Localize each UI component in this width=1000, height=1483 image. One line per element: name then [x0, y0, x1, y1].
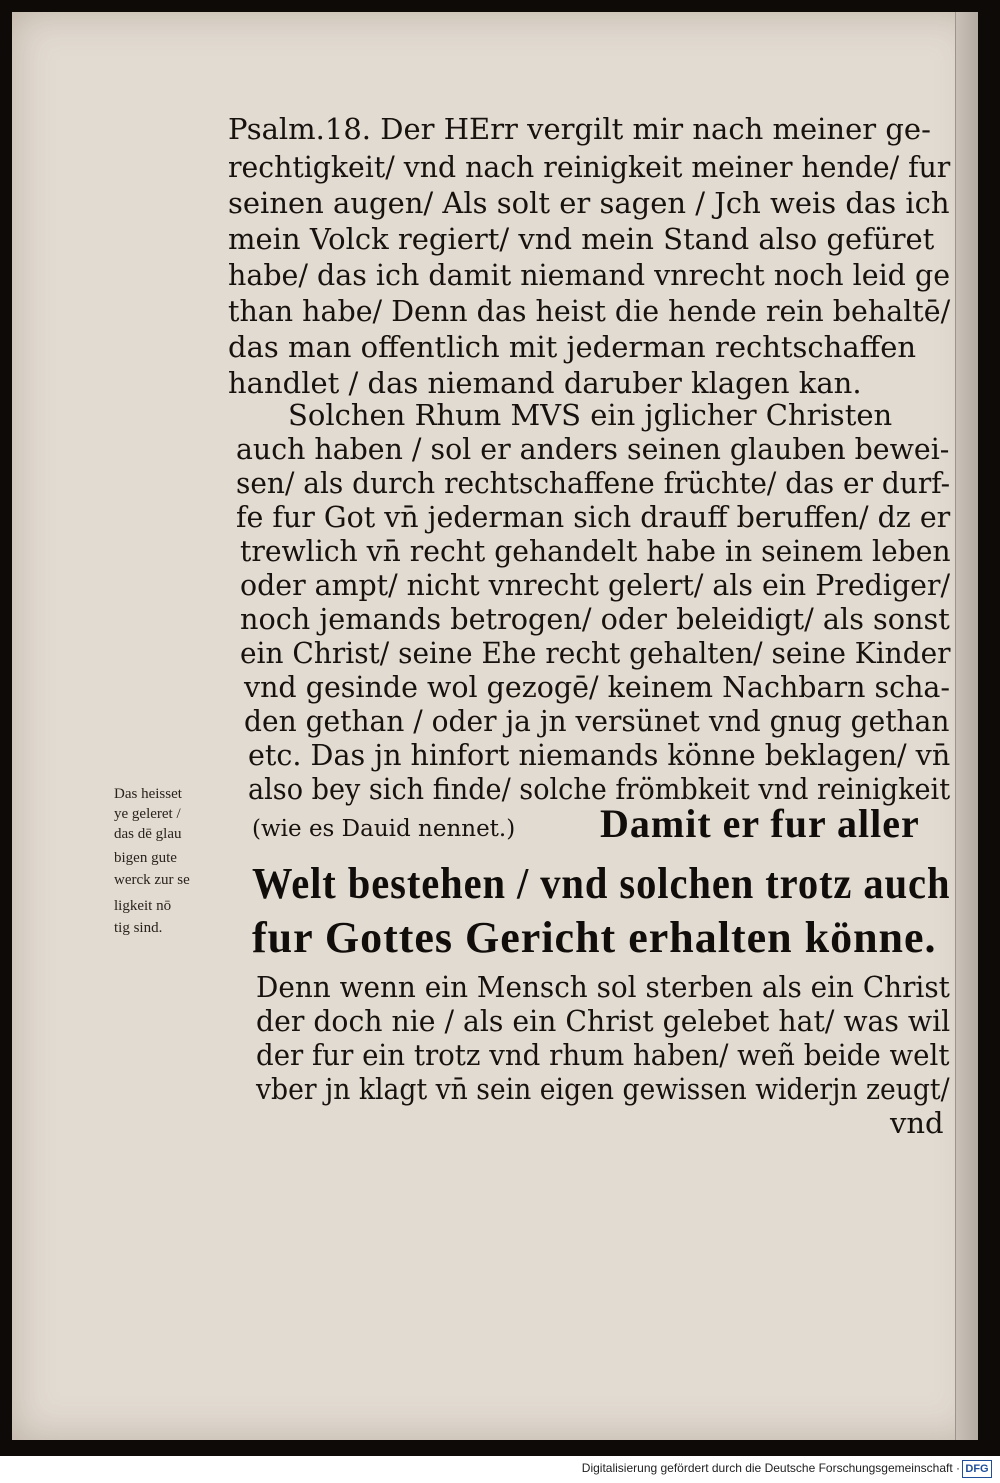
text-line: trewlich vn̄ recht gehandelt habe in seinem leben — [240, 534, 951, 568]
digitization-footer — [0, 1456, 1000, 1483]
large-text-line: Damit er fur aller — [600, 801, 920, 846]
text-line: ein Christ/ seine Ehe recht gehalten/ seine Kinder — [240, 636, 951, 670]
text-line: vnd gesinde wol gezogē/ keinem Nachbarn scha- — [244, 670, 951, 704]
text-line: mein Volck regiert/ vnd mein Stand also gefüret — [228, 222, 935, 256]
text-line: vber jn klagt vn̄ sein eigen gewissen widerjn zeugt/ — [256, 1072, 950, 1106]
gloss-line: ye geleret / — [114, 806, 181, 822]
text-line: auch haben / sol er anders seinen glauben bewei- — [236, 432, 950, 466]
gloss-line: bigen gute — [114, 850, 177, 866]
large-text-line: Welt bestehen / vnd solchen trotz auch — [252, 859, 951, 908]
large-text-line: fur Gottes Gericht erhalten könne. — [252, 913, 937, 962]
text-line-small: (wie es Dauid nennet.) — [252, 816, 516, 842]
text-line: also bey sich finde/ solche frömbkeit vnd reinigkeit — [248, 772, 951, 806]
catchword: vnd — [890, 1106, 944, 1140]
gloss-line: Das heisset — [114, 786, 182, 802]
text-line: den gethan / oder ja jn versünet vnd gnug gethan — [244, 704, 950, 738]
dfg-logo-icon[interactable]: DFG — [962, 1460, 992, 1478]
text-line: sen/ als durch rechtschaffene früchte/ das er durf- — [236, 466, 951, 500]
text-line: etc. Das jn hinfort niemands könne beklagen/ vn̄ — [248, 738, 951, 772]
gloss-line: tig sind. — [114, 920, 163, 936]
text-line: habe/ das ich damit niemand vnrecht noch leid ge — [228, 258, 951, 292]
text-line: noch jemands betrogen/ oder beleidigt/ als sonst — [240, 602, 950, 636]
funding-credit: Digitalisierung gefördert durch die Deutsche Forschungsgemeinschaft · — [581, 1461, 960, 1475]
text-line: rechtigkeit/ vnd nach reinigkeit meiner hende/ fur — [228, 150, 951, 184]
text-line: fe fur Got vn̄ jederman sich drauff beruffen/ dz er — [236, 500, 951, 534]
text-line: oder ampt/ nicht vnrecht gelert/ als ein Prediger/ — [240, 568, 951, 602]
text-line: seinen augen/ Als solt er sagen / Jch weis das ich — [228, 186, 950, 220]
gloss-line: das dē glau — [114, 826, 182, 842]
text-line: Psalm.18. Der HErr vergilt mir nach meiner ge- — [228, 112, 931, 146]
text-line: das man offentlich mit jederman rechtschaffen — [228, 330, 917, 364]
text-line: handlet / das niemand daruber klagen kan. — [228, 366, 862, 400]
page-edge — [955, 12, 978, 1440]
text-line: than habe/ Denn das heist die hende rein behaltē/ — [228, 294, 951, 328]
text-line: Solchen Rhum MVS ein jglicher Christen — [288, 398, 893, 432]
text-line: der doch nie / als ein Christ gelebet hat/ was wil — [256, 1004, 951, 1038]
gloss-line: werck zur se — [114, 872, 190, 888]
gloss-line: ligkeit nō — [114, 898, 172, 914]
text-line: Denn wenn ein Mensch sol sterben als ein Christ — [256, 970, 950, 1004]
text-line: der fur ein trotz vnd rhum haben/ weñ beide welt — [256, 1038, 950, 1072]
